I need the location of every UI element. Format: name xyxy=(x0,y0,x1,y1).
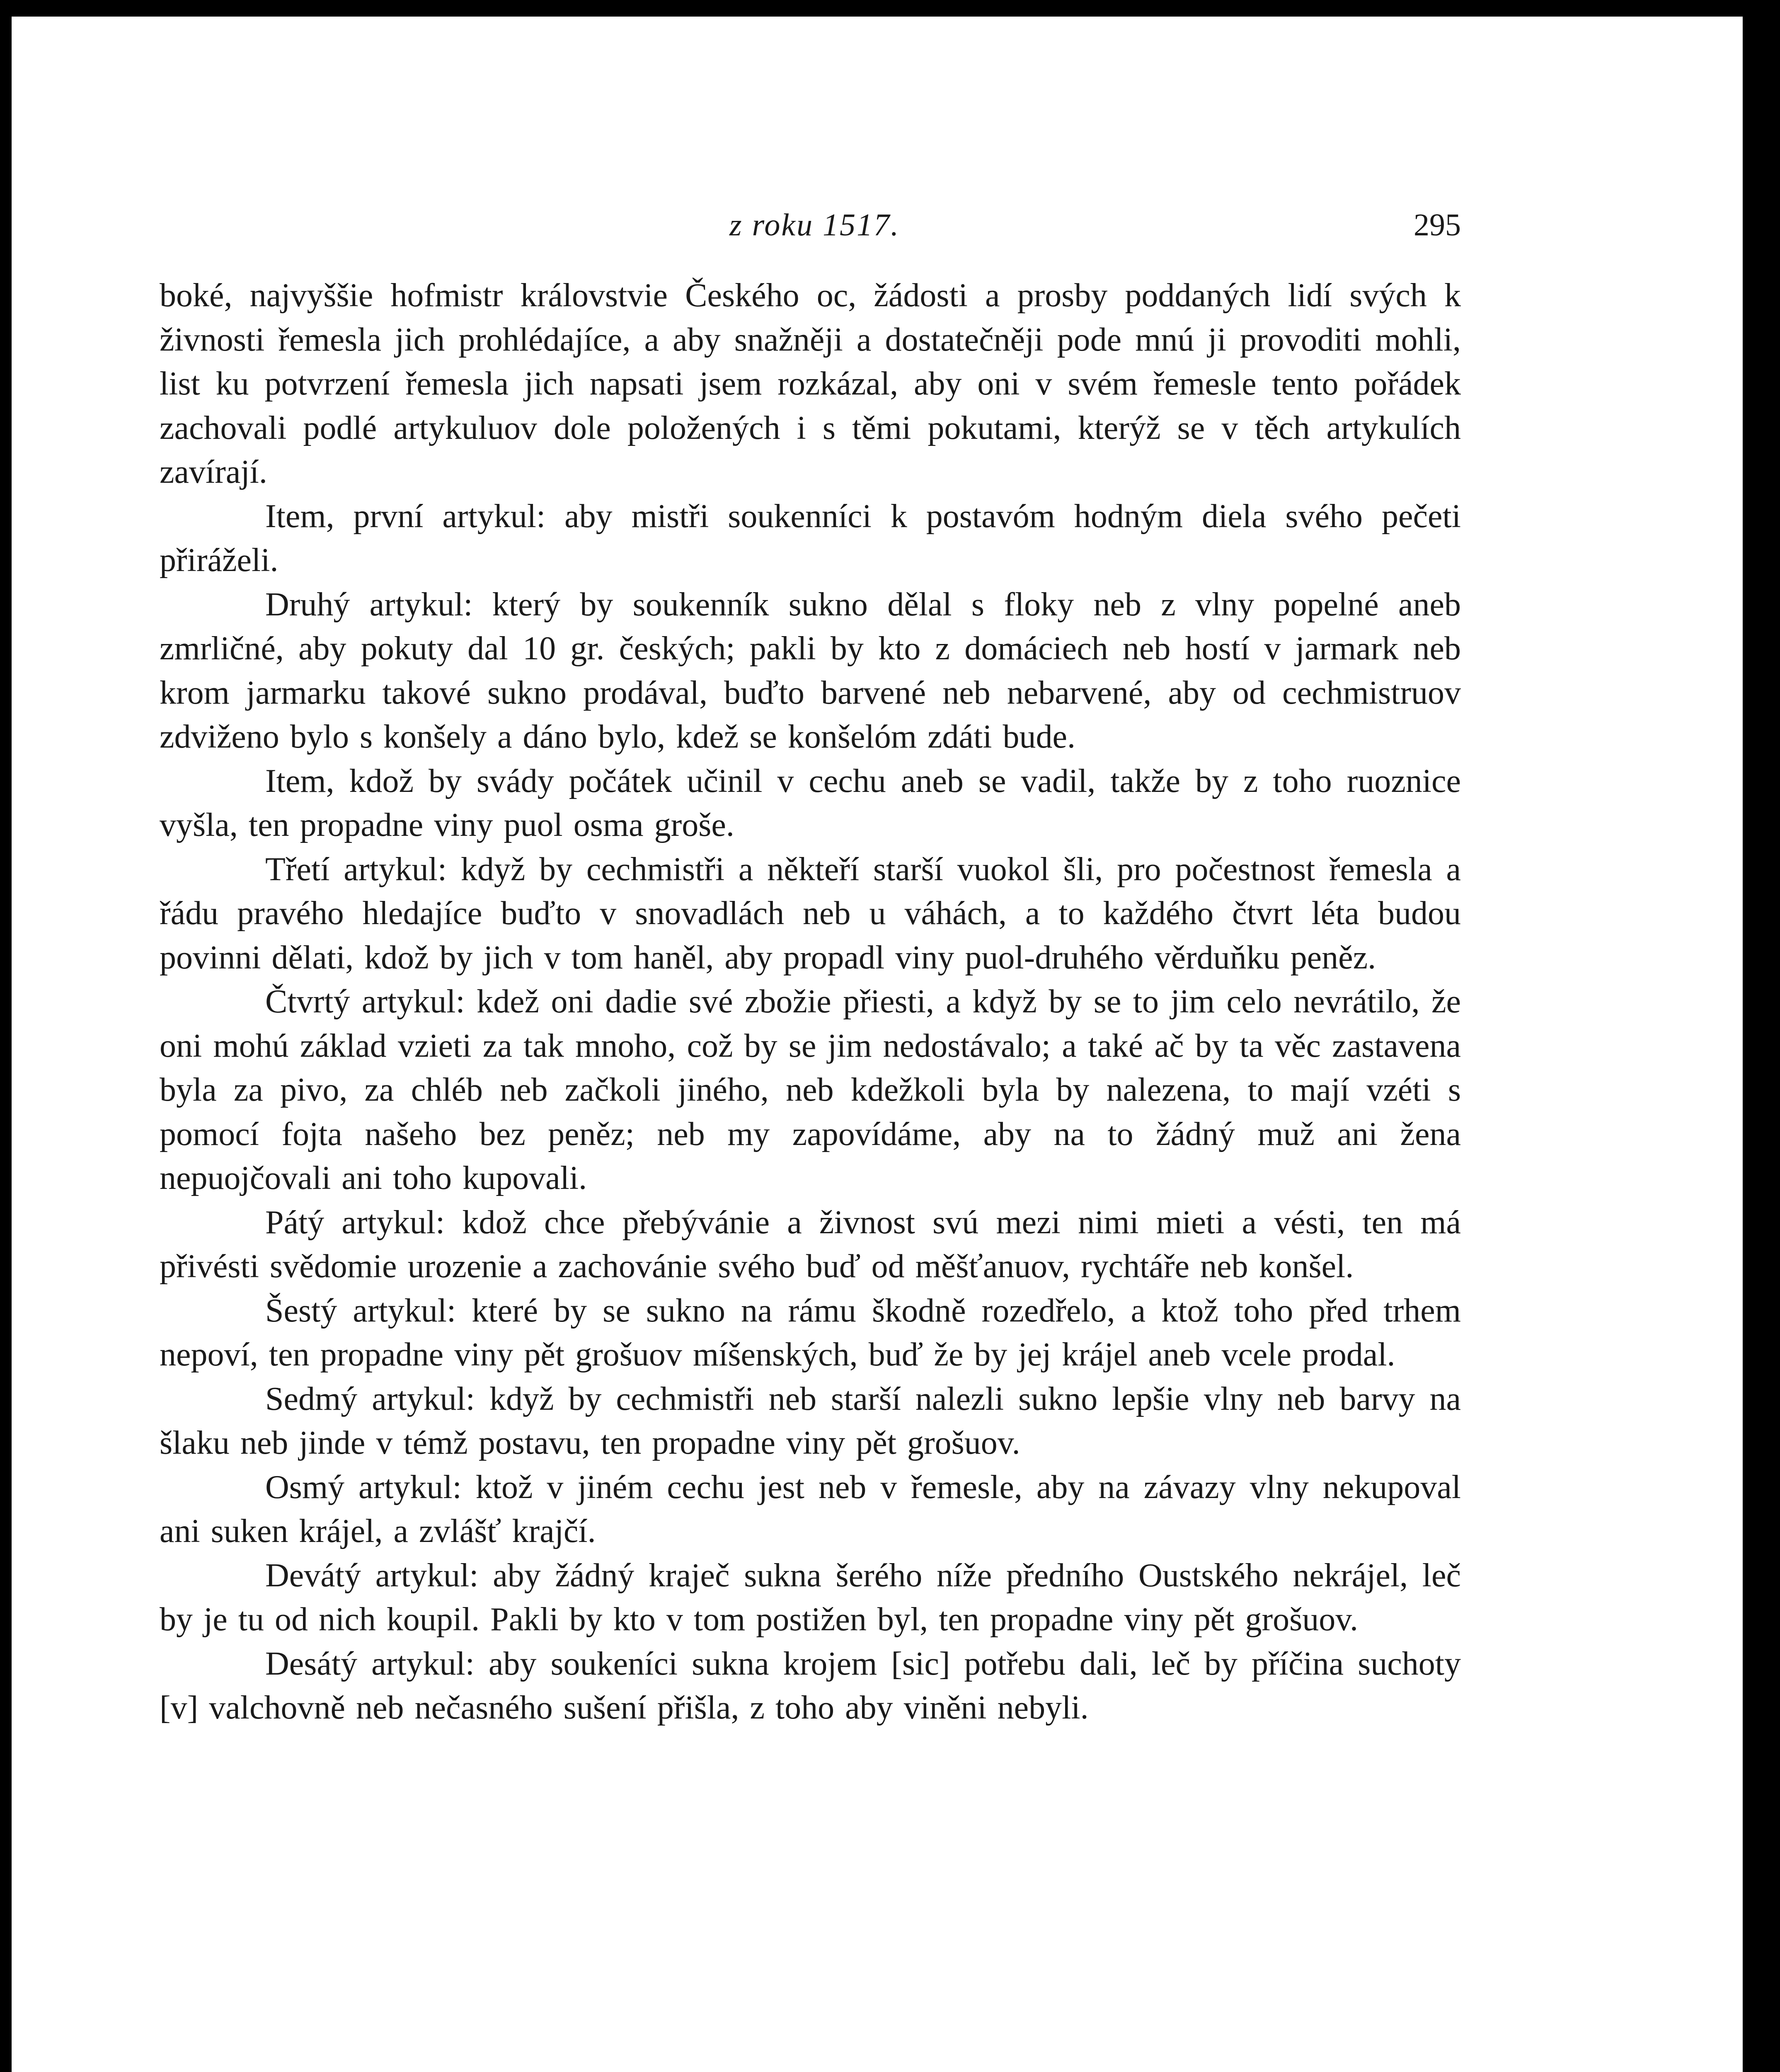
book-page xyxy=(160,207,1461,1730)
paragraph-article-9: Devátý artykul: aby žádný kraječ sukna šerého níže předního Oustského nekrájel, leč by je tu od nich koupil. Pakli by kto v tom postižen byl, ten propadne viny pět grošuov. xyxy=(160,1557,1461,1638)
paragraph-article-6: Šestý artykul: které by se sukno na rámu škodně rozedřelo, a ktož toho před trhem nepoví, ten propadne viny pět grošuov míšenských, buď že by jej krájel aneb vcele prodal. xyxy=(160,1292,1461,1373)
paragraph-item-quarrel: Item, kdož by svády počátek učinil v cechu aneb se vadil, takže by z toho ruoznice vyšla, ten propadne viny puol osma groše. xyxy=(160,762,1461,843)
paragraph-item-first: Item, první artykul: aby mistři soukenníci k postavóm hodným diela svého pečeti přiráželi. xyxy=(160,498,1461,579)
running-title: z roku 1517. xyxy=(729,208,900,242)
paragraph-article-7: Sedmý artykul: když by cechmistři neb starší nalezli sukno lepšie vlny neb barvy na šlaku neb jinde v témž postavu, ten propadne viny pět grošuov. xyxy=(160,1380,1461,1461)
body-text xyxy=(160,274,1461,1730)
scan-border-left xyxy=(0,0,12,2072)
paragraph-article-5: Pátý artykul: kdož chce přebývánie a živnost svú mezi nimi mieti a vésti, ten má přivésti svědomie urozenie a zachovánie svého buď od měšťanuov, rychtáře neb konšel. xyxy=(160,1204,1461,1285)
running-header xyxy=(160,207,1461,257)
scan-border-right xyxy=(1743,0,1780,2072)
paragraph-article-2: Druhý artykul: který by soukenník sukno dělal s floky neb z vlny popelné aneb zmrličné, aby pokuty dal 10 gr. českých; pakli by kto z domáciech neb hostí v jarmark neb krom jarmarku takové sukno prodával, buďto barvené neb nebarvené, aby od cechmistruov zdviženo bylo s konšely a dáno bylo, kdež se konšelóm zdáti bude. xyxy=(160,586,1461,755)
paragraph-article-8: Osmý artykul: ktož v jiném cechu jest neb v řemesle, aby na závazy vlny nekupoval ani suken krájel, a zvlášť krajčí. xyxy=(160,1469,1461,1549)
paragraph-continuation: boké, najvyššie hofmistr královstvie Českého oc, žádosti a prosby poddaných lidí svých k živnosti řemesla jich prohlédajíce, a aby snažněji a dostatečněji pode mnú ji provoditi mohli, list ku potvrzení řemesla jich napsati jsem rozkázal, aby oni v svém řemesle tento pořádek zachovali podlé artykuluov dole položených i s těmi pokutami, kterýž se v těch artykulích zavírají. xyxy=(160,277,1461,490)
paragraph-article-10: Desátý artykul: aby soukeníci sukna krojem [sic] potřebu dali, leč by příčina suchoty [v] valchovně neb nečasného sušení přišla, z toho aby viněni nebyli. xyxy=(160,1645,1461,1726)
page-number: 295 xyxy=(1414,208,1461,242)
paragraph-article-4: Čtvrtý artykul: kdež oni dadie své zbožie přiesti, a když by se to jim celo nevrátilo, že oni mohú základ vzieti za tak mnoho, což by se jim nedostávalo; a také ač by ta věc zastavena byla za pivo, za chléb neb začkoli jiného, neb kdežkoli byla by nalezena, to mají vzéti s pomocí fojta našeho bez peněz; neb my zapovídáme, aby na to žádný muž ani žena nepuojčovali ani toho kupovali. xyxy=(160,983,1461,1196)
paragraph-article-3: Třetí artykul: když by cechmistři a někteří starší vuokol šli, pro počestnost řemesla a řádu pravého hledajíce buďto v snovadlách neb u váhách, a to každého čtvrt léta budou povinni dělati, kdož by jich v tom haněl, aby propadl viny puol-druhého věrduňku peněz. xyxy=(160,851,1461,976)
scan-border-top xyxy=(0,0,1780,17)
